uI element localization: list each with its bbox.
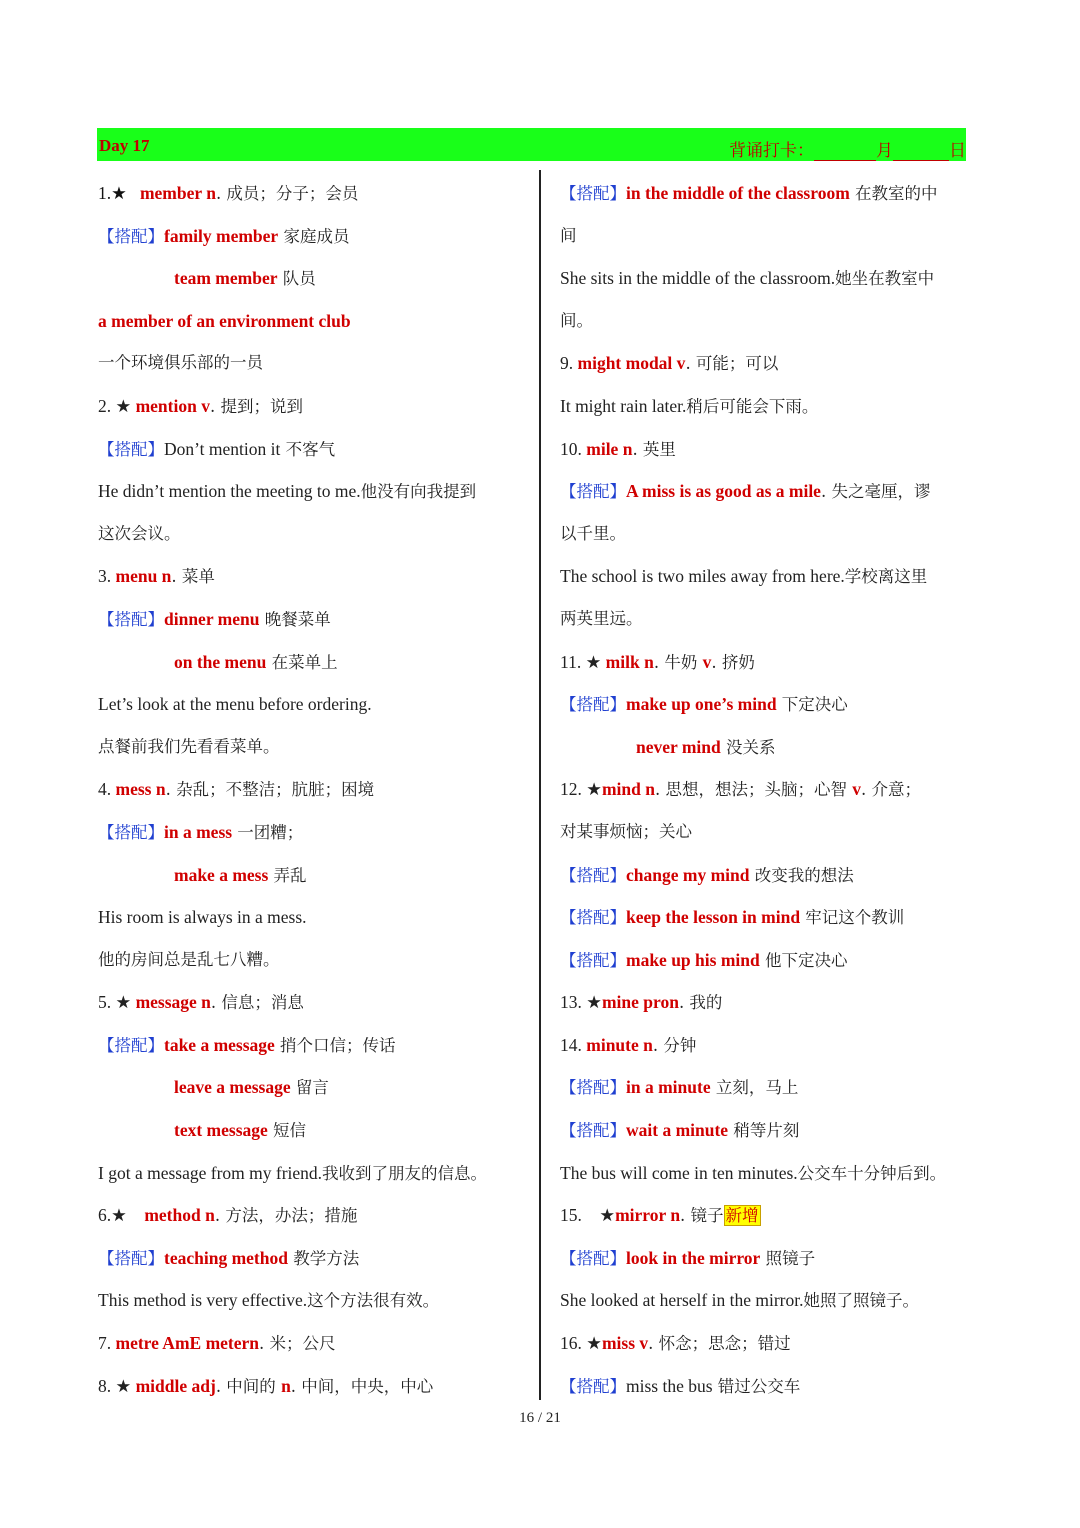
entry-number: 3. bbox=[98, 566, 116, 587]
example-translation: 他没有向我提到 bbox=[360, 482, 477, 502]
entry-number: 7. bbox=[98, 1333, 116, 1354]
month-blank[interactable] bbox=[814, 142, 876, 161]
phrase-meaning: 队员 bbox=[277, 269, 316, 289]
phrase-meaning: 照镜子 bbox=[760, 1248, 816, 1268]
phrase: teaching method bbox=[164, 1247, 288, 1268]
phrase-meaning: 间 bbox=[560, 225, 577, 245]
example-translation: 公交车十分钟后到。 bbox=[797, 1163, 947, 1183]
entry-mile bbox=[560, 428, 990, 471]
phrase: in the middle of the classroom bbox=[626, 183, 850, 203]
example-sentence: This method is very effective. bbox=[98, 1290, 308, 1311]
entry-number: 11. ★ bbox=[560, 651, 606, 672]
phrase: Don’t mention it bbox=[164, 438, 281, 459]
part-of-speech: v bbox=[852, 779, 861, 800]
collocation-line bbox=[560, 854, 990, 897]
phrase-meaning: 短信 bbox=[267, 1121, 307, 1141]
entry-might bbox=[560, 342, 990, 385]
collocation-line bbox=[560, 939, 990, 982]
checkin-label bbox=[729, 136, 966, 161]
definition: . 成员；分子；会员 bbox=[215, 184, 359, 203]
headword: mirror n bbox=[615, 1205, 681, 1226]
collocation-tag: 【搭配】 bbox=[560, 908, 626, 928]
headword: mess n bbox=[115, 779, 166, 800]
entry-method bbox=[98, 1194, 528, 1237]
definition: . 怀念；思念；错过 bbox=[648, 1334, 791, 1354]
entry-mind bbox=[560, 768, 990, 811]
left-column bbox=[98, 172, 528, 1407]
entry-member bbox=[98, 172, 528, 215]
headword: mind n bbox=[601, 779, 655, 800]
entry-number: 9. bbox=[560, 353, 578, 374]
collocation-tag: 【搭配】 bbox=[560, 695, 626, 715]
collocation-line bbox=[98, 641, 528, 684]
headword: mine pron bbox=[601, 992, 679, 1013]
phrase: miss the bus bbox=[626, 1375, 713, 1396]
phrase-meaning: . 失之毫厘，谬 bbox=[820, 482, 931, 502]
headword: miss v bbox=[601, 1333, 649, 1354]
phrase-meaning: 捎个口信；传话 bbox=[274, 1035, 396, 1055]
phrase: make up one’s mind bbox=[626, 694, 777, 715]
entry-number: 15. ★ bbox=[560, 1205, 616, 1226]
phrase-meaning: 牢记这个教训 bbox=[800, 908, 905, 928]
day-blank[interactable] bbox=[893, 142, 949, 161]
headword: might modal v bbox=[577, 353, 686, 374]
example-translation: 两英里远。 bbox=[560, 608, 643, 628]
example-translation: 我收到了朋友的信息。 bbox=[322, 1163, 488, 1183]
collocation-line bbox=[560, 1365, 990, 1408]
definition: . 分钟 bbox=[652, 1035, 697, 1055]
collocation-line bbox=[560, 683, 990, 726]
collocation-line bbox=[560, 172, 990, 215]
collocation-tag: 【搭配】 bbox=[560, 482, 626, 502]
entry-number: 14. bbox=[560, 1034, 587, 1055]
example-translation: 点餐前我们先看看菜单。 bbox=[98, 736, 280, 756]
headword: message n bbox=[135, 992, 211, 1013]
headword: member n bbox=[139, 183, 216, 203]
entry-mess bbox=[98, 768, 528, 811]
entry-minute bbox=[560, 1024, 990, 1067]
collocation-line bbox=[560, 1109, 990, 1152]
definition: . 英里 bbox=[632, 439, 676, 459]
phrase-meaning: 弄乱 bbox=[268, 865, 307, 885]
example-translation: 他的房间总是乱七八糟。 bbox=[98, 949, 280, 969]
collocation-tag: 【搭配】 bbox=[560, 950, 626, 970]
phrase: make up his mind bbox=[626, 949, 760, 970]
definition: . 牛奶 bbox=[653, 652, 703, 672]
definition: . 杂乱；不整洁；肮脏；困境 bbox=[165, 780, 375, 800]
example-translation: 这个方法很有效。 bbox=[307, 1291, 440, 1311]
collocation-line bbox=[98, 811, 528, 854]
phrase-meaning: 家庭成员 bbox=[278, 226, 350, 246]
part-of-speech: v bbox=[702, 651, 712, 672]
entry-mine bbox=[560, 981, 990, 1024]
example-translation: 稍后可能会下雨。 bbox=[686, 396, 819, 416]
phrase: on the menu bbox=[174, 651, 267, 672]
collocation-line bbox=[98, 257, 528, 300]
example-translation: 一个环境俱乐部的一员 bbox=[98, 353, 263, 373]
collocation-line bbox=[98, 1109, 528, 1152]
phrase-meaning: 不客气 bbox=[280, 439, 336, 459]
collocation-line bbox=[98, 854, 528, 897]
definition: 对某事烦恼；关心 bbox=[560, 821, 692, 841]
phrase: keep the lesson in mind bbox=[626, 907, 801, 928]
phrase: text message bbox=[174, 1120, 268, 1141]
entry-mirror bbox=[560, 1194, 990, 1237]
definition: . 菜单 bbox=[171, 567, 215, 587]
example-sentence: His room is always in a mess. bbox=[98, 907, 307, 928]
definition: . 思想，想法；头脑；心智 bbox=[654, 780, 853, 800]
phrase-meaning: 下定决心 bbox=[776, 695, 848, 715]
entry-miss bbox=[560, 1322, 990, 1365]
entry-number: 1.★ bbox=[98, 183, 127, 203]
collocation-line bbox=[98, 1066, 528, 1109]
example-line bbox=[98, 1279, 528, 1322]
definition: . 我的 bbox=[678, 993, 723, 1013]
example-sentence: She looked at herself in the mirror. bbox=[560, 1290, 804, 1311]
headword: menu n bbox=[115, 566, 172, 587]
example-line bbox=[560, 1152, 990, 1195]
example-sentence: Let’s look at the menu before ordering. bbox=[98, 694, 372, 715]
new-word-badge: 新增 bbox=[725, 1206, 759, 1226]
headword: metre AmE metern bbox=[115, 1333, 260, 1354]
collocation-tag: 【搭配】 bbox=[560, 1376, 626, 1396]
entry-mention bbox=[98, 385, 528, 428]
phrase: wait a minute bbox=[626, 1120, 729, 1141]
phrase-meaning: 晚餐菜单 bbox=[259, 609, 331, 629]
entry-menu bbox=[98, 555, 528, 598]
entry-number: 16. ★ bbox=[560, 1333, 602, 1354]
month-label: 月 bbox=[876, 141, 893, 161]
entry-number: 13. ★ bbox=[560, 992, 602, 1013]
definition: . 介意； bbox=[860, 780, 921, 800]
example-line bbox=[98, 300, 528, 343]
entry-number: 2. ★ bbox=[98, 395, 136, 416]
collocation-tag: 【搭配】 bbox=[560, 1121, 626, 1141]
collocation-line bbox=[98, 1024, 528, 1067]
definition: . 挤奶 bbox=[711, 652, 755, 672]
right-column bbox=[560, 172, 990, 1407]
definition: . 可能；可以 bbox=[685, 354, 779, 374]
collocation-tag: 【搭配】 bbox=[560, 1078, 626, 1098]
example-line bbox=[560, 257, 990, 300]
collocation-tag: 【搭配】 bbox=[98, 1035, 164, 1055]
phrase-meaning: 一团糟； bbox=[232, 822, 304, 842]
entry-number: 5. ★ bbox=[98, 992, 136, 1013]
phrase: leave a message bbox=[174, 1077, 291, 1098]
collocation-line bbox=[560, 726, 990, 769]
day-label: 日 bbox=[949, 141, 966, 161]
collocation-line bbox=[98, 598, 528, 641]
entry-number: 8. ★ bbox=[98, 1375, 136, 1396]
day-header-bar bbox=[97, 128, 966, 161]
phrase-meaning: 以千里。 bbox=[560, 523, 626, 543]
collocation-line bbox=[98, 1237, 528, 1280]
phrase-meaning: 没关系 bbox=[720, 737, 776, 757]
entry-number: 12. ★ bbox=[560, 779, 602, 800]
collocation-tag: 【搭配】 bbox=[560, 1248, 626, 1268]
phrase: make a mess bbox=[174, 864, 269, 885]
headword: middle adj bbox=[135, 1375, 216, 1396]
example-translation: 她坐在教室中 bbox=[835, 269, 935, 289]
phrase-meaning: 教学方法 bbox=[287, 1248, 360, 1268]
phrase: A miss is as good as a mile bbox=[626, 481, 821, 502]
example-sentence: She sits in the middle of the classroom. bbox=[560, 268, 836, 289]
collocation-line bbox=[560, 896, 990, 939]
phrase: in a mess bbox=[164, 821, 233, 842]
collocation-tag: 【搭配】 bbox=[98, 822, 164, 842]
phrase: never mind bbox=[636, 736, 721, 757]
entry-metre bbox=[98, 1322, 528, 1365]
example-translation: 间。 bbox=[560, 310, 593, 330]
headword: method n bbox=[144, 1205, 215, 1226]
example-sentence: He didn’t mention the meeting to me. bbox=[98, 481, 361, 502]
phrase: look in the mirror bbox=[626, 1247, 761, 1268]
collocation-tag: 【搭配】 bbox=[98, 1248, 164, 1268]
phrase: family member bbox=[164, 225, 279, 246]
example-translation: 这次会议。 bbox=[98, 523, 181, 543]
example-line bbox=[560, 555, 990, 598]
definition: . 米；公尺 bbox=[259, 1334, 336, 1354]
example-line bbox=[560, 1279, 990, 1322]
headword: milk n bbox=[605, 651, 654, 672]
collocation-tag: 【搭配】 bbox=[98, 439, 164, 459]
entry-number: 4. bbox=[98, 779, 116, 800]
phrase: change my mind bbox=[626, 864, 750, 885]
checkin-text: 背诵打卡： bbox=[729, 141, 814, 161]
page-number: 16 / 21 bbox=[519, 1410, 561, 1426]
day-title: Day 17 bbox=[99, 136, 150, 155]
example-sentence: The school is two miles away from here. bbox=[560, 566, 845, 587]
definition: . 镜子 bbox=[680, 1206, 724, 1226]
collocation-line bbox=[560, 1237, 990, 1280]
phrase-meaning: 稍等片刻 bbox=[728, 1121, 800, 1141]
phrase-meaning: 留言 bbox=[290, 1078, 329, 1098]
example-translation: 学校离这里 bbox=[844, 567, 928, 587]
phrase: take a message bbox=[164, 1034, 275, 1055]
phrase-meaning: 改变我的想法 bbox=[749, 865, 854, 885]
example-sentence: The bus will come in ten minutes. bbox=[560, 1162, 798, 1183]
phrase: a member of an environment club bbox=[98, 310, 351, 331]
collocation-tag: 【搭配】 bbox=[560, 184, 626, 203]
example-line bbox=[98, 1152, 528, 1195]
headword: mile n bbox=[586, 438, 633, 459]
example-line bbox=[560, 385, 990, 428]
phrase: in a minute bbox=[626, 1077, 711, 1098]
entry-middle bbox=[98, 1365, 528, 1408]
phrase-meaning: 在菜单上 bbox=[266, 652, 338, 672]
phrase-meaning: 立刻，马上 bbox=[710, 1078, 799, 1098]
phrase-meaning: 错过公交车 bbox=[712, 1376, 801, 1396]
definition: . 方法，办法；措施 bbox=[214, 1206, 358, 1226]
definition: . 中间的 bbox=[215, 1376, 282, 1396]
example-sentence: It might rain later. bbox=[560, 395, 687, 416]
headword: mention v bbox=[135, 395, 210, 416]
example-line bbox=[98, 470, 528, 513]
collocation-tag: 【搭配】 bbox=[98, 609, 164, 629]
entry-message bbox=[98, 981, 528, 1024]
phrase: dinner menu bbox=[164, 608, 260, 629]
definition: . 信息；消息 bbox=[210, 993, 304, 1013]
collocation-tag: 【搭配】 bbox=[560, 865, 626, 885]
definition: . 提到；说到 bbox=[209, 396, 303, 416]
collocation-line bbox=[560, 470, 990, 513]
phrase: team member bbox=[174, 268, 278, 289]
entry-number: 6.★ bbox=[98, 1205, 132, 1226]
headword: minute n bbox=[586, 1034, 653, 1055]
entry-milk bbox=[560, 641, 990, 684]
collocation-line bbox=[560, 1066, 990, 1109]
collocation-line bbox=[98, 428, 528, 471]
example-translation: 她照了照镜子。 bbox=[803, 1291, 919, 1311]
part-of-speech: n bbox=[281, 1375, 291, 1396]
phrase-meaning: 在教室的中 bbox=[849, 184, 938, 203]
collocation-tag: 【搭配】 bbox=[98, 226, 164, 246]
example-sentence: I got a message from my friend. bbox=[98, 1162, 323, 1183]
collocation-line bbox=[98, 215, 528, 258]
column-divider bbox=[539, 170, 541, 1400]
phrase-meaning: 他下定决心 bbox=[759, 950, 848, 970]
entry-number: 10. bbox=[560, 438, 587, 459]
definition: . 中间，中央，中心 bbox=[290, 1376, 434, 1396]
